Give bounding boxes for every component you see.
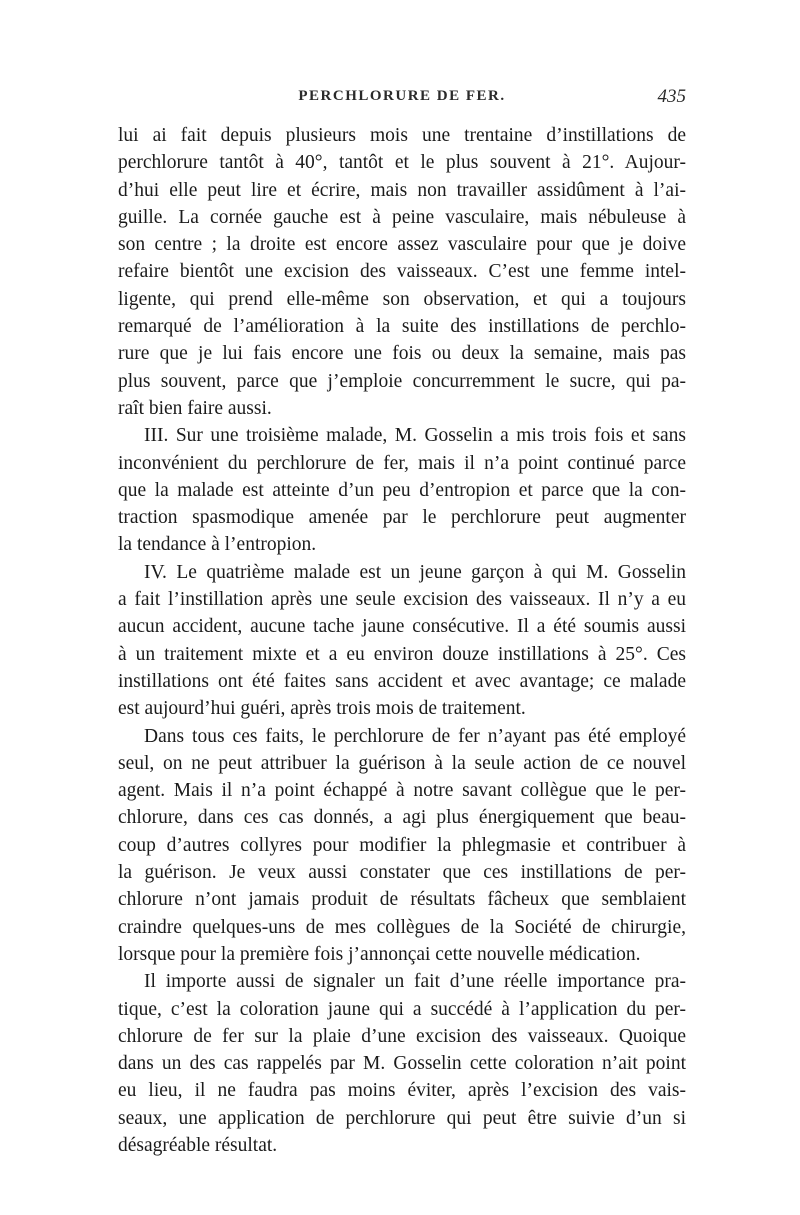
text-line: instillations ont été faites sans accident et avec avantage; ce malade [118,670,686,692]
text-line: lui ai fait depuis plusieurs mois une trentaine d’instillations de [118,125,686,146]
text-line: eu lieu, il ne faudra pas moins éviter, après l’excision des vais- [118,1080,686,1102]
text-line: raît bien faire aussi. [118,397,272,419]
text-line: désagréable résultat. [118,1134,278,1156]
text-line: remarqué de l’amélioration à la suite des instillations de perchlo- [118,316,686,338]
text-line: III. Sur une troisième malade, M. Gosselin a mis trois fois et sans [144,425,686,447]
text-line: ligente, qui prend elle-même son observation, et qui a toujours [118,288,686,310]
text-line: IV. Le quatrième malade est un jeune garçon à qui M. Gosselin [144,561,686,583]
text-line: seaux, une application de perchlorure qui peut être suivie d’un si [118,1107,686,1129]
text-line: coup d’autres collyres pour modifier la phlegmasie et contribuer à [118,834,686,856]
text-line: aucun accident, aucune tache jaune consécutive. Il a été soumis aussi [118,616,686,638]
text-line: craindre quelques-uns de mes collègues de la Société de chirurgie, [118,916,686,938]
text-line: chlorure n’ont jamais produit de résultats fâcheux que semblaient [118,889,686,911]
text-line: lorsque pour la première fois j’annonçai cette nouvelle médication. [118,943,641,965]
text-line: perchlorure tantôt à 40°, tantôt et le plus souvent à 21°. Aujour- [118,152,686,174]
body-text [118,122,686,1159]
text-line: agent. Mais il n’a point échappé à notre savant collègue que le per- [118,780,686,802]
text-line: est aujourd’hui guéri, après trois mois de traitement. [118,698,526,720]
page-header [118,88,686,118]
text-line: inconvénient du perchlorure de fer, mais il n’a point continué parce [118,452,686,474]
text-line: que la malade est atteinte d’un peu d’entropion et parce que la con- [118,479,686,501]
text-line: d’hui elle peut lire et écrire, mais non travailler assidûment à l’ai- [118,179,686,201]
text-line: a fait l’instillation après une seule excision des vaisseaux. Il n’y a eu [118,589,686,611]
text-line: chlorure, dans ces cas donnés, a agi plus énergiquement que beau- [118,807,686,829]
text-line: rure que je lui fais encore une fois ou deux la semaine, mais pas [118,343,686,365]
text-line: tique, c’est la coloration jaune qui a succédé à l’application du per- [118,998,686,1020]
text-line: Il importe aussi de signaler un fait d’une réelle importance pra- [144,971,686,993]
running-title: PERCHLORURE DE FER. [298,88,506,104]
page-number: 435 [657,86,686,107]
text-line: dans un des cas rappelés par M. Gosselin cette coloration n’ait point [118,1053,686,1075]
text-line: plus souvent, parce que j’emploie concurremment le sucre, qui pa- [118,370,686,392]
text-line: son centre ; la droite est encore assez vasculaire pour que je doive [118,234,686,256]
text-line: la tendance à l’entropion. [118,534,317,556]
text-line: traction spasmodique amenée par le perchlorure peut augmenter [118,507,686,529]
text-line: chlorure de fer sur la plaie d’une excision des vaisseaux. Quoique [118,1025,686,1047]
text-line: guille. La cornée gauche est à peine vasculaire, mais nébuleuse à [118,206,686,228]
text-line: à un traitement mixte et a eu environ douze instillations à 25°. Ces [118,643,686,665]
text-line: la guérison. Je veux aussi constater que ces instillations de per- [118,862,686,884]
text-line: seul, on ne peut attribuer la guérison à la seule action de ce nouvel [118,752,686,774]
text-line: refaire bientôt une excision des vaisseaux. C’est une femme intel- [118,261,686,283]
text-line: Dans tous ces faits, le perchlorure de fer n’ayant pas été employé [144,725,686,747]
